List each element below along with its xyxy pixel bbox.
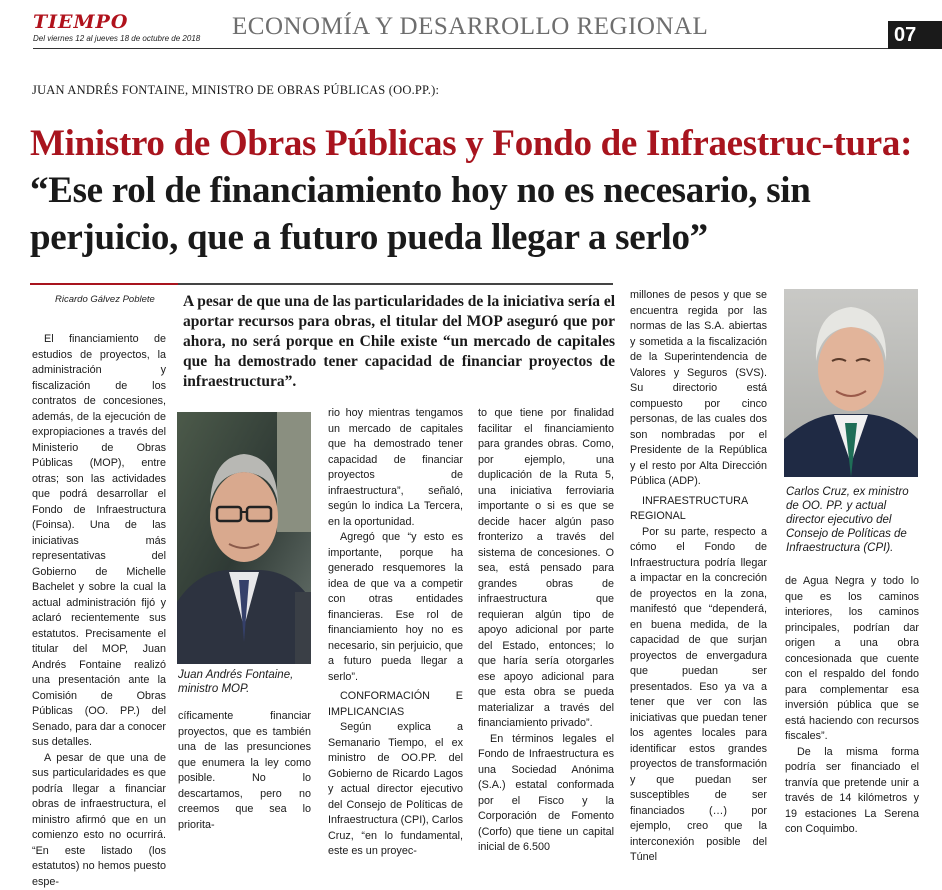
caption-fontaine: Juan Andrés Fontaine, ministro MOP.	[178, 668, 313, 696]
portrait-cruz-image	[784, 289, 918, 477]
paragraph: A pesar de que una de sus particularidades es que podría llegar a financiar obras de infraestructura, el ministro afirmó que en un comienzo esto no ocurrirá. “En este listado (los estatutos) no hemos puesto espe-	[32, 751, 166, 890]
article-headline	[30, 120, 920, 261]
headline-quote-part: “Ese rol de financiamiento hoy no es necesario, sin perjuicio, que a futuro pueda llegar a serlo”	[30, 170, 811, 258]
column-6	[785, 574, 919, 838]
grey-rule	[178, 283, 613, 285]
paragraph: En términos legales el Fondo de Infraestructura es una Sociedad Anónima (S.A.) estatal conformada por el Fisco y la Corporación de Fomento (Corfo) que tiene un capital inicial de 6.500	[478, 732, 614, 856]
article-kicker: JUAN ANDRÉS FONTAINE, MINISTRO DE OBRAS PÚBLICAS (OO.PP.):	[32, 83, 439, 98]
portrait-fontaine-image	[177, 412, 311, 664]
red-rule	[30, 283, 178, 285]
masthead-logo: TIEMPO	[33, 11, 128, 33]
header-divider	[33, 48, 888, 49]
paragraph: rio hoy mientras tengamos un mercado de capitales que ha demostrado tener capacidad de financiar proyectos de infraestructura”, señaló, según lo indica La Tercera, en la oportunidad.	[328, 406, 463, 530]
paragraph: cíficamente financiar proyectos, que es también una de las presunciones que enumera la ley como posible. No lo descartamos, pero no creemos que sea lo priorita-	[178, 709, 311, 833]
byline: Ricardo Gálvez Poblete	[55, 294, 155, 305]
section-title: ECONOMÍA Y DESARROLLO REGIONAL	[232, 13, 708, 41]
column-4	[478, 406, 614, 856]
paragraph: De la misma forma podría ser financiado el tranvía que pretende unir a través de 14 kilómetros y 19 estaciones La Serena con Coquimbo.	[785, 745, 919, 838]
photo-juan-andres-fontaine	[177, 412, 311, 664]
column-5	[630, 288, 767, 866]
paragraph: Según explica a Semanario Tiempo, el ex ministro de OO.PP. del Gobierno de Ricardo Lagos y actual director ejecutivo del Consejo de Políticas de Infraestructura (CPI), Carlos Cruz, “en lo fundamental, este es un proyec-	[328, 720, 463, 860]
paragraph: to que tiene por finalidad facilitar el financiamiento para grandes obras. Como, por ejemplo, una duplicación de la Ruta 5, una iniciativa ferroviaria importante o si es que se decide hacer algún paso fronterizo a través del sistema de concesiones. O sea, está pensado para grandes obras de infraestructura que requieran algún tipo de apoyo adicional por parte del Estado, entonces; lo que haría sería otorgarles ese apoyo adicional para que esta obra se pueda materializar a través del financiamiento privado”.	[478, 406, 614, 732]
paragraph: El financiamiento de estudios de proyectos, la administración y fiscalización de los contratos de concesiones, además, de la ejecución de expropiaciones a través del Ministerio de Obras Públicas (MOP), entre otras; son las actividades que podrá desarrollar el Fondo de Infraestructura (Foinsa). Una de las iniciativas más representativas del Gobierno de Michelle Bachelet y sobre la cual la actual administración fijó y aclaró recientemente sus estatutos. Precisamente el titular del MOP, Juan Andrés Fontaine realizó una presentación ante la Comisión de Obras Públicas (OO. PP.) del Senado, para dar a conocer sus detalles.	[32, 332, 166, 751]
headline-red-part: Ministro de Obras Públicas y Fondo de Infraestruc-tura:	[30, 123, 912, 164]
photo-carlos-cruz	[784, 289, 918, 477]
column-1	[32, 332, 166, 890]
paragraph: Agregó que “y esto es importante, porque ha generado resquemores la idea de que va a competir con otras entidades financieras. Ese rol de financiamiento hoy no es necesario, sin perjuicio, que a futuro pueda llegar a serlo”.	[328, 530, 463, 685]
paragraph: millones de pesos y que se encuentra regida por las normas de las S.A. abiertas y sometida a la fiscalización de la Superintendencia de Valores y Seguros (SVS). Su directorio está compuesto por cinco personas, de las cuales dos son nombradas por el Presidente de la República y el resto por Alta Dirección Pública (ADP).	[630, 288, 767, 490]
caption-cruz: Carlos Cruz, ex ministro de OO. PP. y actual director ejecutivo del Consejo de Políticas de Infraestructura (CPI).	[786, 485, 919, 555]
article-lead: A pesar de que una de las particularidades de la iniciativa sería el aportar recursos para obras, el titular del MOP aseguró que por ahora, no será porque en Chile existe “un mercado de capitales que ha demostrado tener capacidad de financiar proyectos de infraestructura”.	[183, 292, 615, 392]
subheading: INFRAESTRUCTURA REGIONAL	[630, 494, 767, 525]
subheading: CONFORMACIÓN E IMPLICANCIAS	[328, 689, 463, 720]
dateline: Del viernes 12 al jueves 18 de octubre de 2018	[33, 34, 200, 43]
paragraph: Por su parte, respecto a cómo el Fondo de Infraestructura podría llegar a impactar en la concreción de proyectos en la zona, manifestó que “dependerá, en buena medida, de la capacidad de que surjan proyectos de envergadura que puedan ser presentados. Eso ya va a tener que ver con las iniciativas que puedan tener los agentes locales para identificar estos grandes proyectos de transformación y que puedan ser susceptibles de ser financiados (…) por ejemplo, creo que la interconexión posible del Túnel	[630, 525, 767, 866]
paragraph: de Agua Negra y todo lo que es los caminos interiores, los caminos principales, podrían dar origen a una obra concesionada que cuente con el respaldo del fondo para complementar esa inversión pública que se está haciendo con recursos fiscales”.	[785, 574, 919, 745]
column-3	[328, 406, 463, 860]
page-number: 07	[888, 21, 942, 49]
column-2	[178, 709, 311, 833]
